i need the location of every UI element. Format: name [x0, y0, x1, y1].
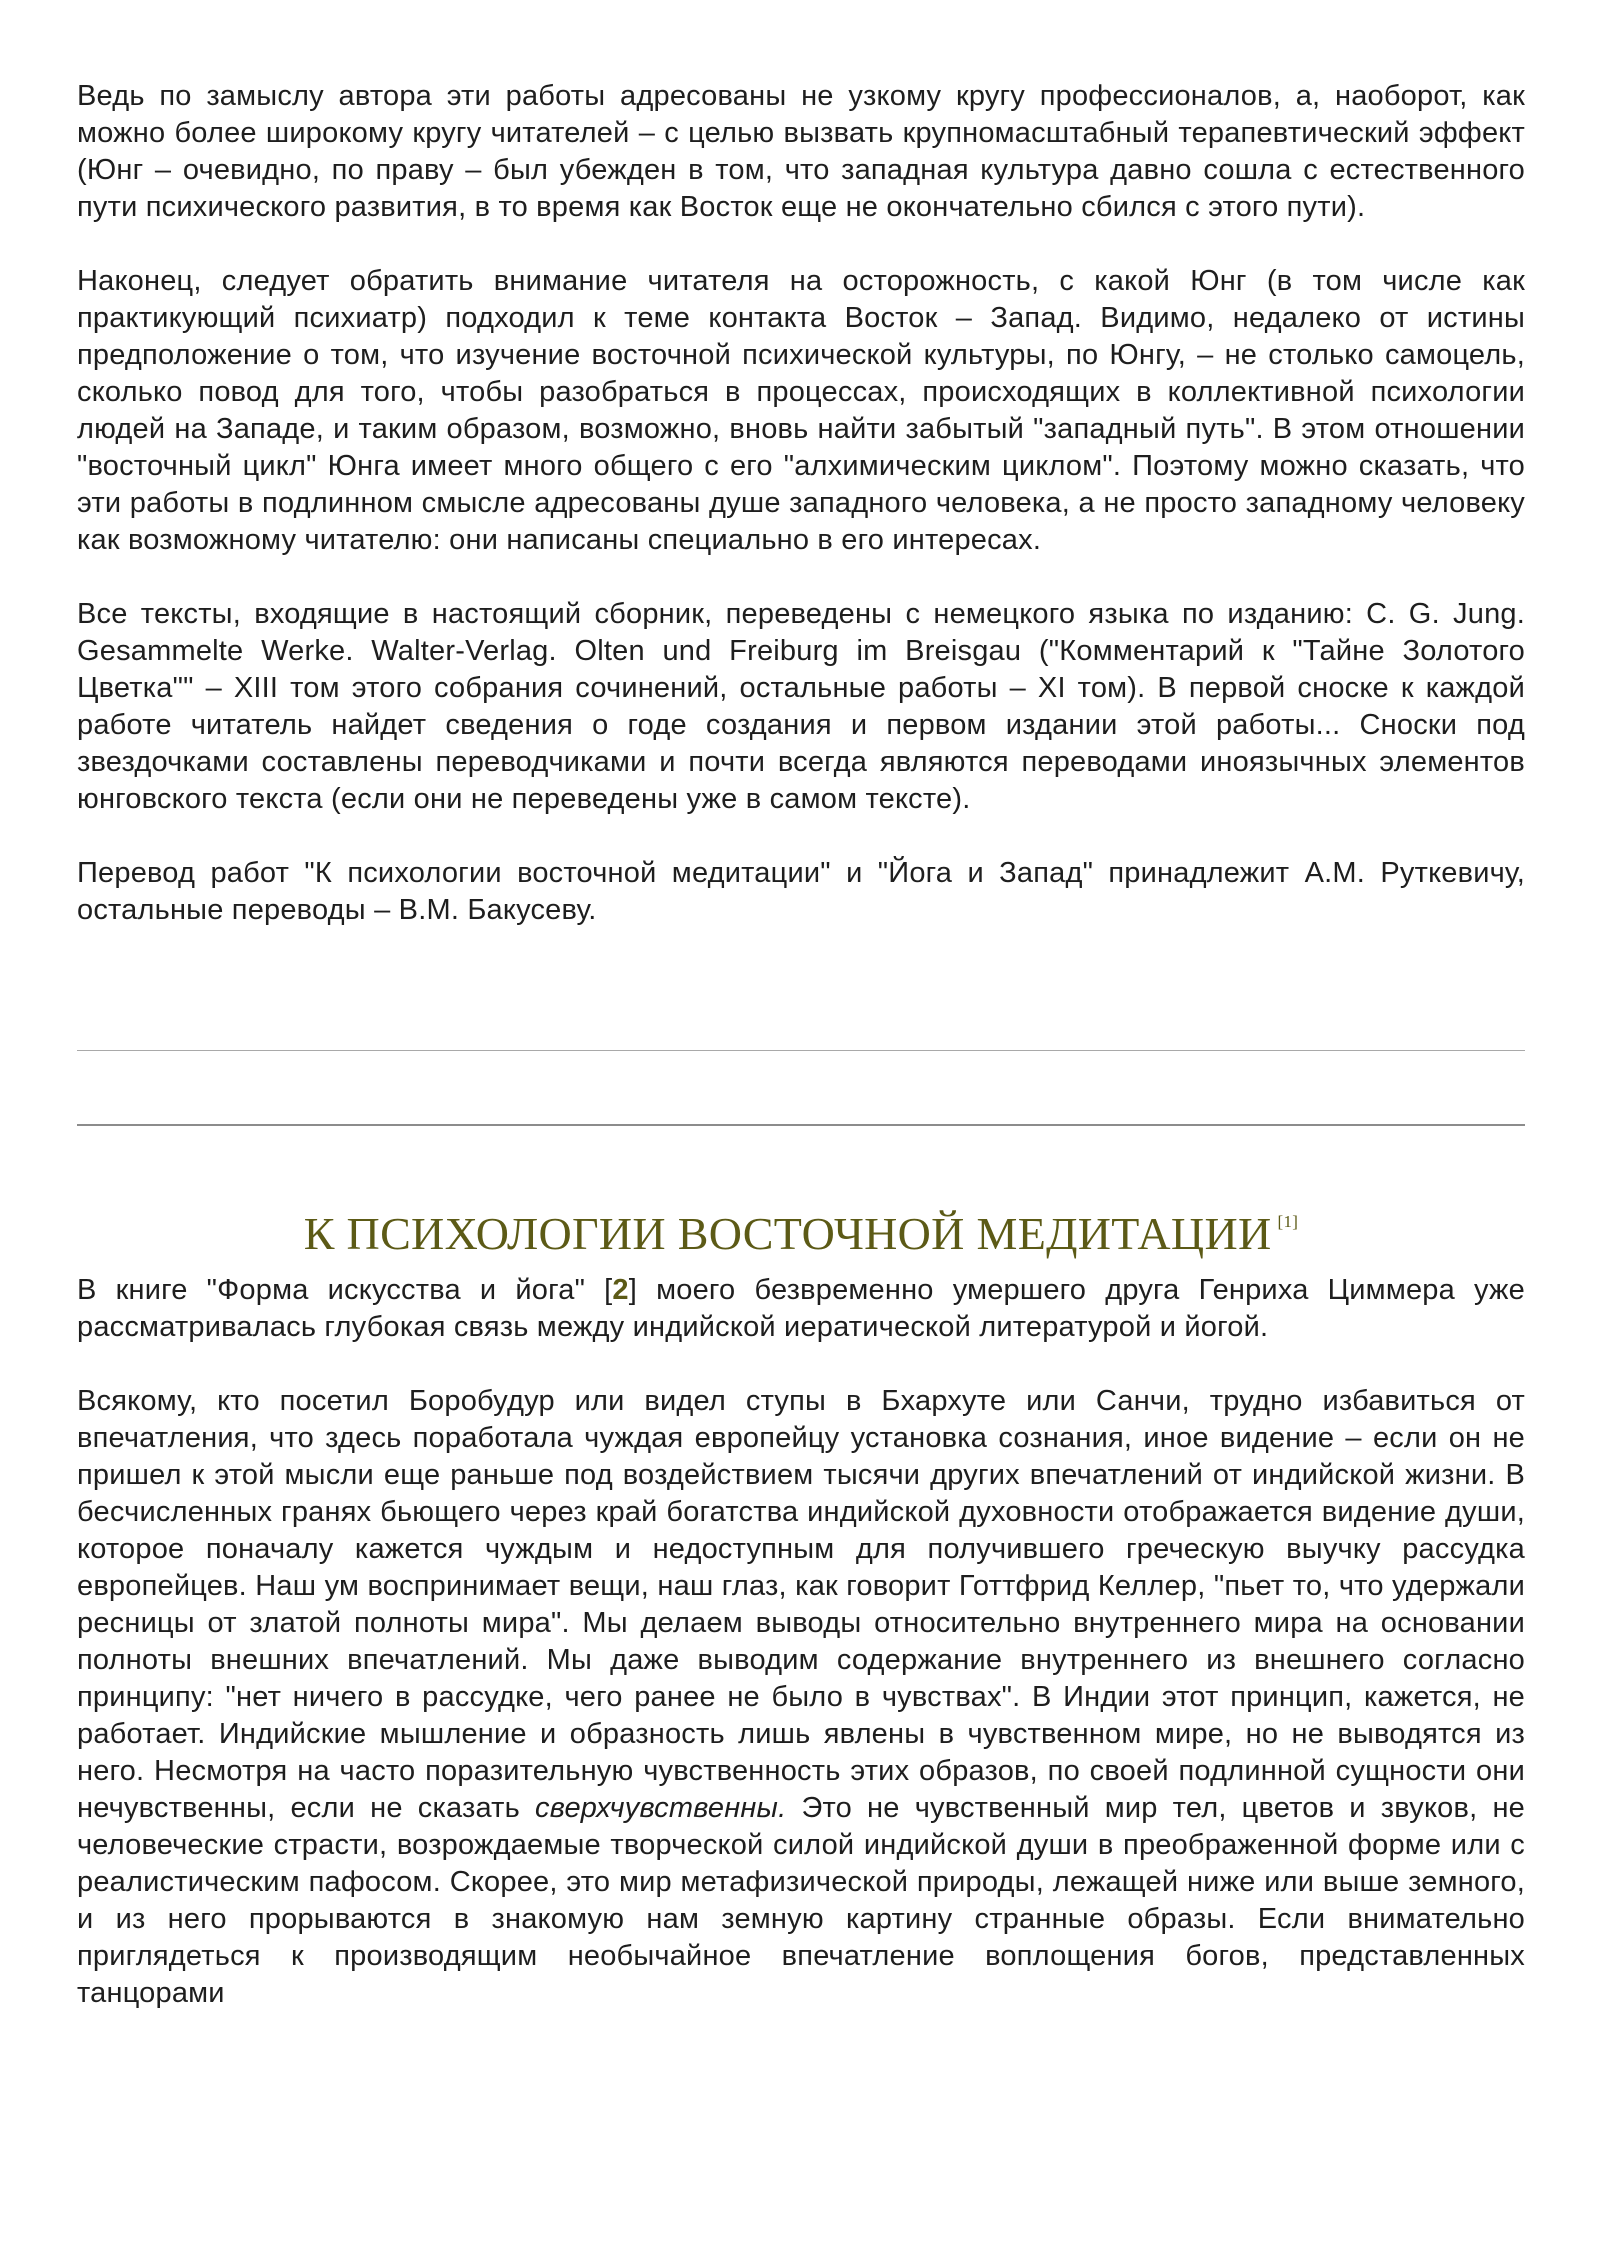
intro-paragraph-3: Все тексты, входящие в настоящий сборник, переведены с немецкого языка по изданию: C. G. Jung. Gesammelte Werke. Walter-Verlag. Olten und Freiburg im Breisgau ("Комментарий к "Тайне Золотого Цветка"" – XIII том этого собрания сочинений, остальные работы – XI том). В первой сноске к каждой работе читатель найдет сведения о годе создания и первом издании этой работы... Сноски под звездочками составлены переводчиками и почти всегда являются переводами иноязычных элементов юнговского текста (если они не переведены уже в самом тексте). [77, 598, 1525, 815]
chapter-title [77, 1194, 1525, 1262]
intro-paragraph-2: Наконец, следует обратить внимание читателя на осторожность, с какой Юнг (в том числе как практикующий психиатр) подходил к теме контакта Восток – Запад. Видимо, недалеко от истины предположение о том, что изучение восточной психической культуры, по Юнгу, – не столько самоцель, сколько повод для того, чтобы разобраться в процессах, происходящих в коллективной психологии людей на Западе, и таким образом, возможно, вновь найти забытый "западный путь". В этом отношении "восточный цикл" Юнга имеет много общего с его "алхимическим циклом". Поэтому можно сказать, что эти работы в подлинном смысле адресованы душе западного человека, а не просто западному человеку как возможному читателю: они написаны специально в его интересах. [77, 265, 1525, 556]
footnote-link-2[interactable]: 2 [612, 1274, 629, 1306]
chapter-paragraph-1 [77, 1272, 1525, 1346]
chapter-p2-text-a: Всякому, кто посетил Боробудур или видел ступы в Бхархуте или Санчи, трудно избавиться от впечатления, что здесь поработала чуждая европейцу установка сознания, иное видение – если он не пришел к этой мысли еще раньше под воздействием тысячи других впечатлений от индийской жизни. В бесчисленных гранях бьющего через край богатства индийской духовности отображается видение души, которое поначалу кажется чуждым и недоступным для получившего греческую выучку рассудка европейцев. Наш ум воспринимает вещи, наш глаз, как говорит Готтфрид Келлер, "пьет то, что удержали ресницы от златой полноты мира". Мы делаем выводы относительно внутреннего мира на основании полноты внешних впечатлений. Мы даже выводим содержание внутреннего из внешнего согласно принципу: "нет ничего в рассудке, чего ранее не было в чувствах". В Индии этот принцип, кажется, не работает. Индийские мышление и образность лишь явлены в чувственном мире, но не выводятся из него. Несмотря на часто поразительную чувственность этих образов, по своей подлинной сущности они нечувственны, если не сказать [77, 1385, 1525, 1824]
chapter-footnote-link[interactable]: [1] [1277, 1212, 1299, 1231]
chapter-p2-text-b: Это не чувственный мир тел, цветов и звуков, не человеческие страсти, возрождаемые творческой силой индийской души в преображенной форме или с реалистическим пафосом. Скорее, это мир метафизической природы, лежащей ниже или выше земного, и из него прорываются в знакомую нам земную картину странные образы. Если внимательно приглядеться к производящим необычайное впечатление воплощения богов, представленных танцорами [77, 1792, 1525, 2009]
chapter-p1-text-a: В книге "Форма искусства и йога" [ [77, 1274, 613, 1306]
chapter-p2-italic: сверхчувственны. [535, 1792, 787, 1824]
intro-paragraph-1: Ведь по замыслу автора эти работы адресованы не узкому кругу профессионалов, а, наоборот, как можно более широкому кругу читателей – с целью вызвать крупномасштабный терапевтический эффект (Юнг – очевидно, по праву – был убежден в том, что западная культура давно сошла с естественного пути психического развития, в то время как Восток еще не окончательно сбился с этого пути). [77, 80, 1525, 223]
chapter-p1-text-b: ] моего безвременно умершего друга Генриха Циммера уже рассматривалась глубокая связь между индийской иератической литературой и йогой. [77, 1274, 1525, 1343]
chapter-title-text: К ПСИХОЛОГИИ ВОСТОЧНОЙ МЕДИТАЦИИ [303, 1208, 1272, 1259]
chapter-paragraph-2 [77, 1383, 1525, 2012]
document-page [77, 78, 1525, 2049]
intro-paragraph-4: Перевод работ "К психологии восточной медитации" и "Йога и Запад" принадлежит А.М. Руткевичу, остальные переводы – В.М. Бакусеву. [77, 857, 1525, 926]
